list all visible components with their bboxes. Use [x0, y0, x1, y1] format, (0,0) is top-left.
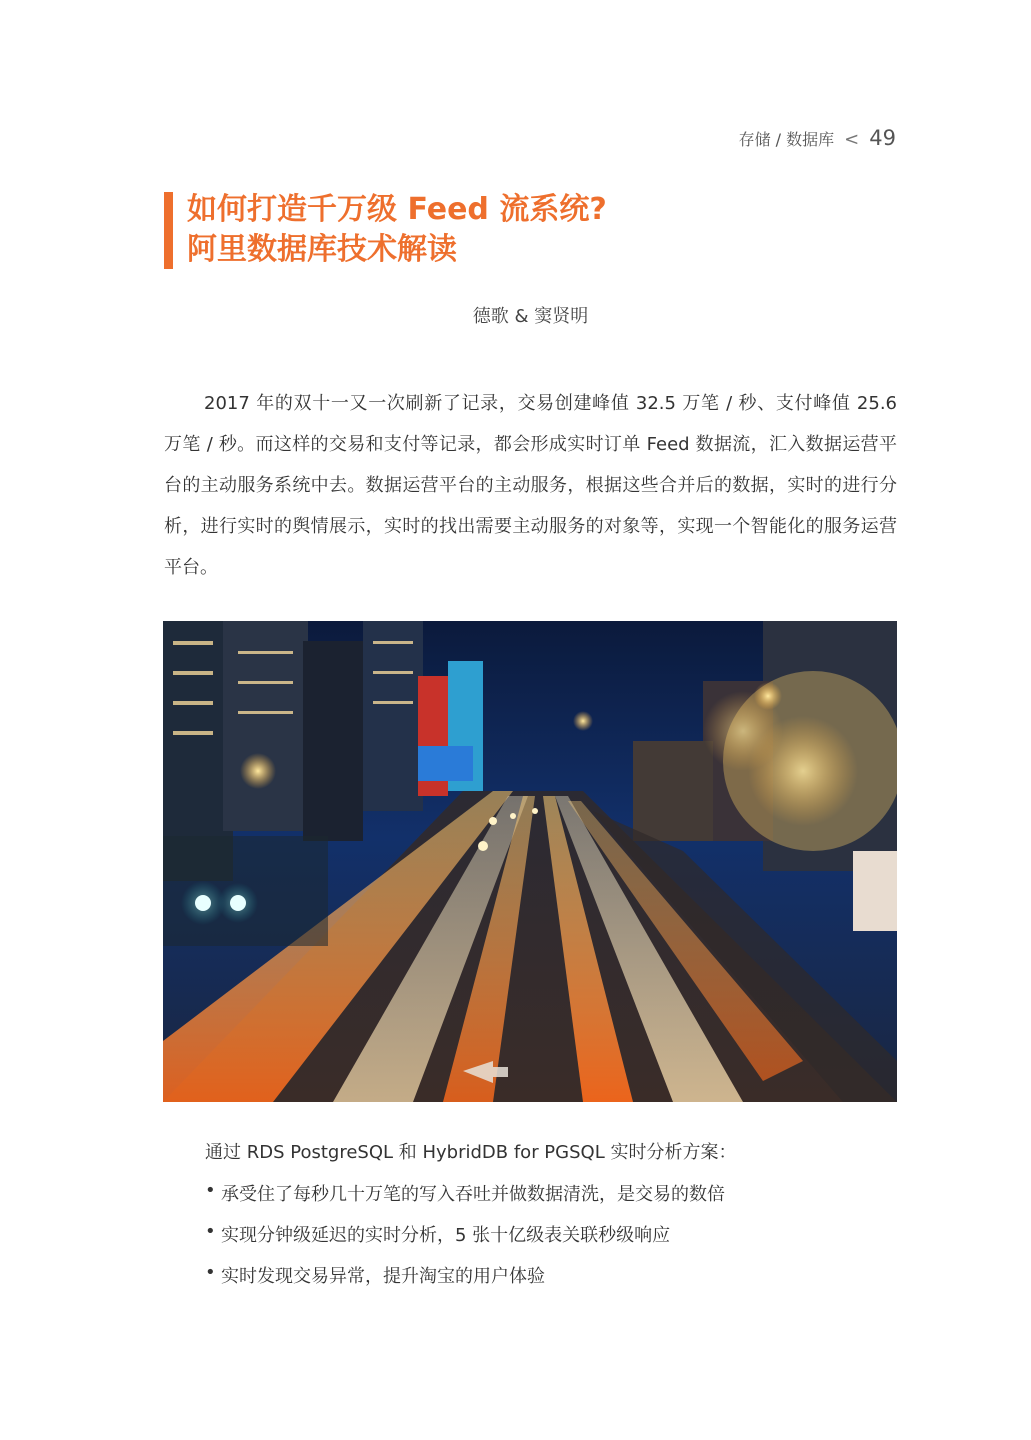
benefit-list	[205, 1180, 725, 1303]
bullet-icon: •	[205, 1180, 216, 1201]
title-line-2: 阿里数据库技术解读	[187, 232, 457, 267]
bullet-icon: •	[205, 1262, 216, 1283]
title-accent-bar	[164, 192, 173, 269]
list-item	[205, 1180, 725, 1221]
bullet-icon: •	[205, 1221, 216, 1242]
intro-paragraph: 2017 年的双十一又一次刷新了记录，交易创建峰值 32.5 万笔 / 秒、支付峰值 25.6 万笔 / 秒。而这样的交易和支付等记录，都会形成实时订单 Feed 数据流，汇入数据运营平台的主动服务系统中去。数据运营平台的主动服务，根据这些合并后的数据，实时的进行分析，进行实时的舆情展示，实时的找出需要主动服务的对象等，实现一个智能化的服务运营平台。	[164, 393, 897, 578]
solution-lead-text: 通过 RDS PostgreSQL 和 HybridDB for PGSQL 实时分析方案：	[205, 1142, 737, 1163]
title-line-1: 如何打造千万级 Feed 流系统?	[187, 192, 607, 227]
page-number: 49	[869, 126, 896, 150]
separator-glyph: <	[844, 129, 860, 150]
list-item-text: 实时发现交易异常，提升淘宝的用户体验	[221, 1266, 545, 1287]
running-header	[739, 126, 896, 150]
city-night-traffic-photo	[163, 621, 897, 1102]
article-title	[164, 192, 607, 270]
list-item	[205, 1262, 725, 1303]
author-line: 德歌 & 窦贤明	[472, 306, 589, 327]
list-item-text: 承受住了每秒几十万笔的写入吞吐并做数据清洗，是交易的数倍	[221, 1184, 725, 1205]
list-item	[205, 1221, 725, 1262]
list-item-text: 实现分钟级延迟的实时分析，5 张十亿级表关联秒级响应	[221, 1225, 671, 1246]
section-label: 存储 / 数据库	[738, 130, 835, 149]
title-text	[187, 190, 607, 270]
